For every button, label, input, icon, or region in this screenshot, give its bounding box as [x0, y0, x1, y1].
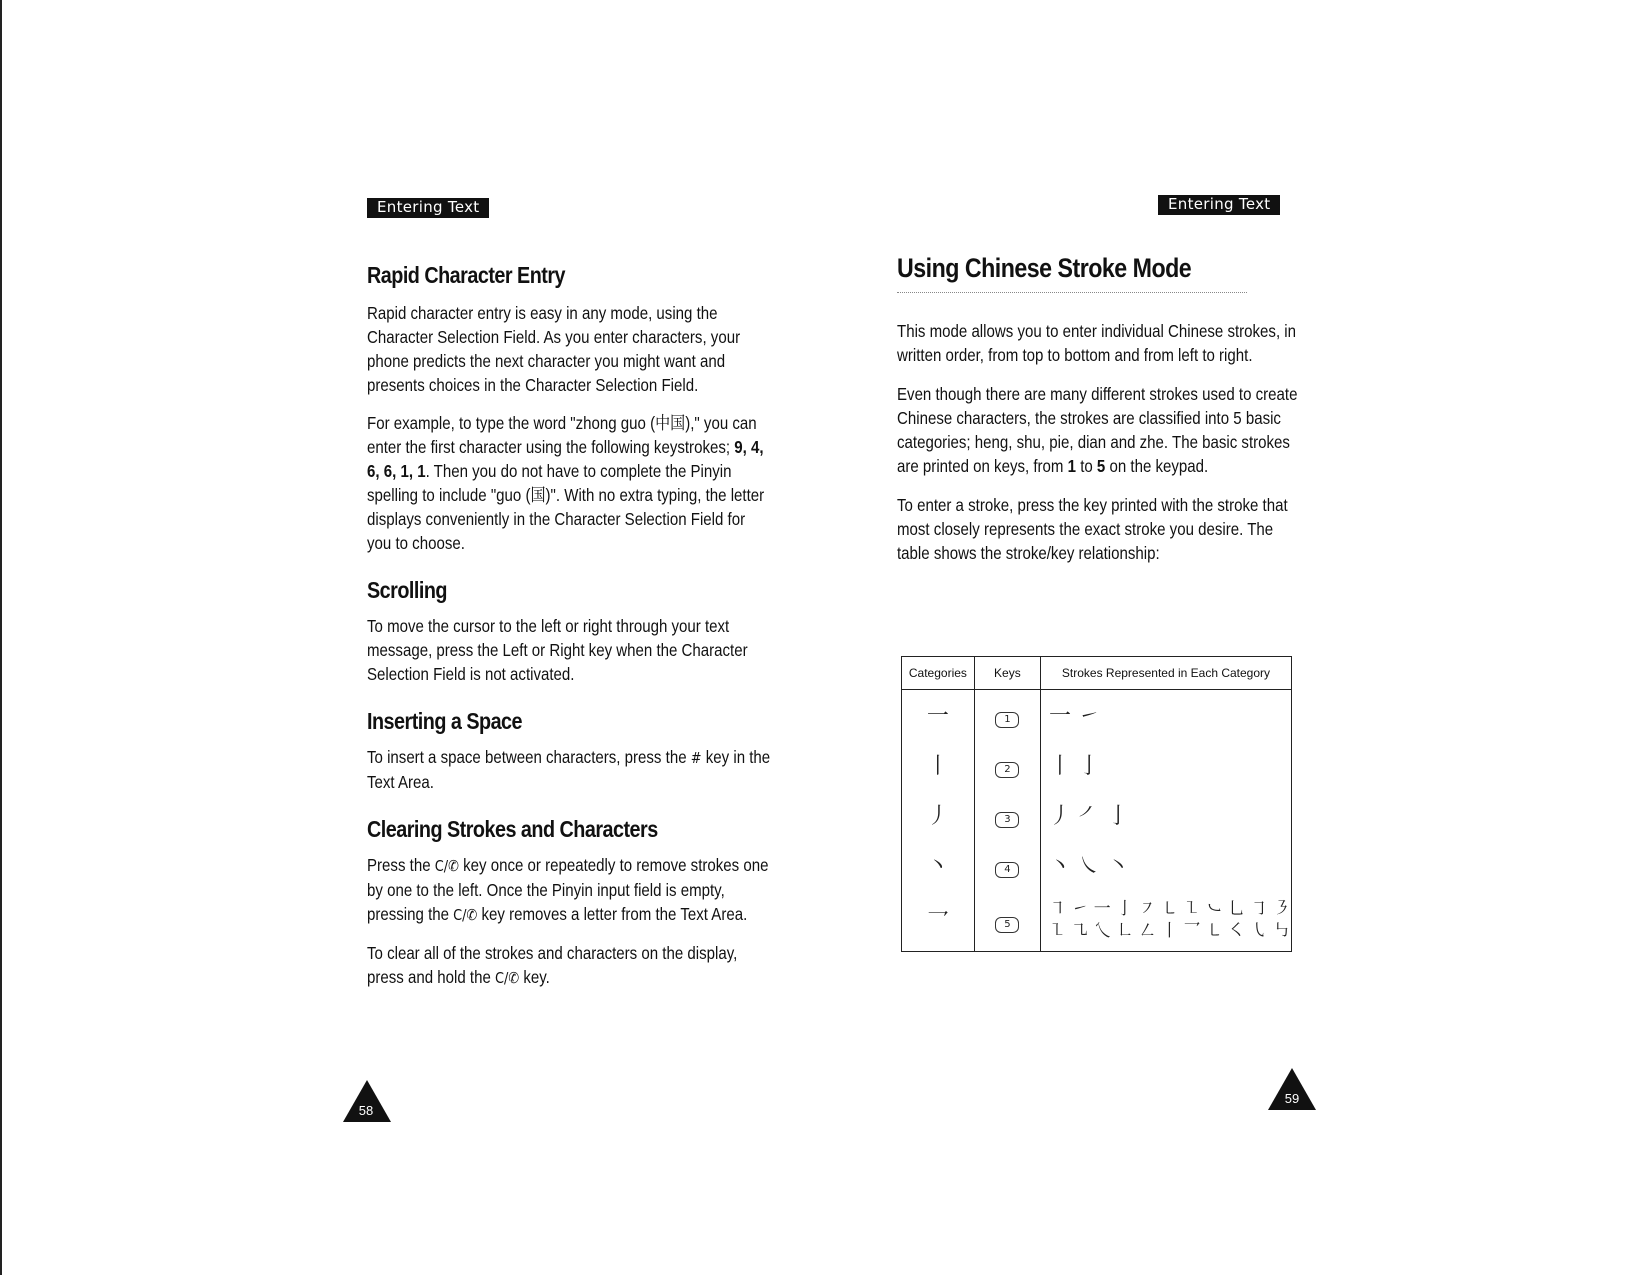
paragraph: To clear all of the strokes and characters on the display, press and hold the C/✆ key. — [367, 943, 738, 987]
section-inserting-space — [367, 708, 771, 794]
title-underline — [897, 290, 1247, 293]
page-number-badge-right — [1268, 1068, 1316, 1110]
left-page — [367, 262, 771, 1004]
section-header-left: Entering Text — [367, 198, 489, 218]
category-stroke: 丨 — [902, 740, 975, 790]
table-row — [902, 690, 1292, 740]
page-title: Using Chinese Stroke Mode — [897, 253, 1192, 283]
section-title: Rapid Character Entry — [367, 262, 566, 288]
column-header: Keys — [974, 657, 1040, 690]
section-rapid-entry — [367, 262, 765, 555]
page-number: 59 — [1284, 1091, 1300, 1106]
keypad-key-icon: 5 — [995, 917, 1019, 933]
table-header-row — [902, 657, 1292, 690]
clear-key-icon: C/✆ — [495, 969, 520, 987]
table-row — [902, 840, 1292, 890]
paragraph: Press the C/✆ key once or repeatedly to remove strokes one by one to the left. Once the Pinyin input field is empty, pressing the C/✆ key removes a letter from the Text Area. — [367, 855, 769, 924]
stroke-list: 丿 ㇒ 亅 — [1040, 790, 1291, 840]
page-number: 58 — [358, 1103, 374, 1118]
clear-key-icon: C/✆ — [434, 857, 459, 875]
column-header: Strokes Represented in Each Category — [1040, 657, 1291, 690]
table-row — [902, 890, 1292, 952]
paragraph: To move the cursor to the left or right through your text message, press the Left or Right key when the Character Selection Field is not activated. — [367, 616, 748, 684]
keypad-key-icon: 4 — [995, 862, 1019, 878]
category-stroke: 丶 — [902, 840, 975, 890]
paragraph: Rapid character entry is easy in any mode, using the Character Selection Field. As you enter characters, your phone predicts the next character you might want and presents choices in the Character Selection Field. — [367, 303, 741, 395]
section-title: Scrolling — [367, 577, 447, 603]
stroke-list: ㇕ ㇀ 一 亅 ㇇ ㇄ ㇅ ㇃ 乚 ㇆ ㇋ ㇅ ㇈ 乀 ㇗ ㇜ 丨 乛 ㇄ ㇛ ㇂ ㇉ — [1040, 890, 1291, 952]
right-page — [897, 253, 1297, 580]
keypad-key-icon: 2 — [995, 762, 1019, 778]
section-title: Inserting a Space — [367, 708, 523, 734]
keystroke-sequence: 9, 4, 6, 6, 1, 1 — [367, 437, 764, 481]
stroke-list: 丨 亅 — [1040, 740, 1291, 790]
category-stroke: 一 — [902, 690, 975, 740]
keypad-key-icon: 3 — [995, 812, 1019, 828]
section-scrolling — [367, 577, 757, 686]
keypad-key-icon: 1 — [995, 712, 1019, 728]
paragraph: Even though there are many different strokes used to create Chinese characters, the strokes are classified into 5 basic categories; heng, shu, pie, dian and zhe. The basic strokes are printed on keys, from 1 to 5 on the keypad. — [897, 384, 1298, 476]
category-stroke: 乛 — [902, 890, 975, 952]
paragraph: To insert a space between characters, press the # key in the Text Area. — [367, 747, 771, 792]
stroke-list: 一 ㇀ — [1040, 690, 1291, 740]
section-header-right: Entering Text — [1158, 195, 1280, 215]
category-stroke: 丿 — [902, 790, 975, 840]
page-number-badge-left — [343, 1080, 391, 1122]
section-clearing — [367, 816, 769, 990]
clear-key-icon: C/✆ — [453, 906, 478, 924]
table-row — [902, 740, 1292, 790]
stroke-key-table — [901, 656, 1292, 952]
hash-key: # — [690, 749, 702, 767]
table-row — [902, 790, 1292, 840]
paragraph: To enter a stroke, press the key printed with the stroke that most closely represents the exact stroke you desire. The table shows the stroke/key relationship: — [897, 495, 1288, 563]
paragraph: This mode allows you to enter individual Chinese strokes, in written order, from top to bottom and from left to right. — [897, 321, 1297, 365]
stroke-list: 丶 ㇏ ㇔ — [1040, 840, 1291, 890]
column-header: Categories — [902, 657, 975, 690]
paragraph-example: For example, to type the word "zhong guo (中国)," you can enter the first character using the following keystrokes; 9, 4, 6, 6, 1, 1. Then you do not have to complete the Pinyin spelling to include "guo (国)". With no extra typing, the letter displays conveniently in the Character Selection Field for you to choose. — [367, 413, 765, 553]
scan-edge-line — [0, 0, 2, 1275]
section-title: Clearing Strokes and Characters — [367, 816, 658, 842]
